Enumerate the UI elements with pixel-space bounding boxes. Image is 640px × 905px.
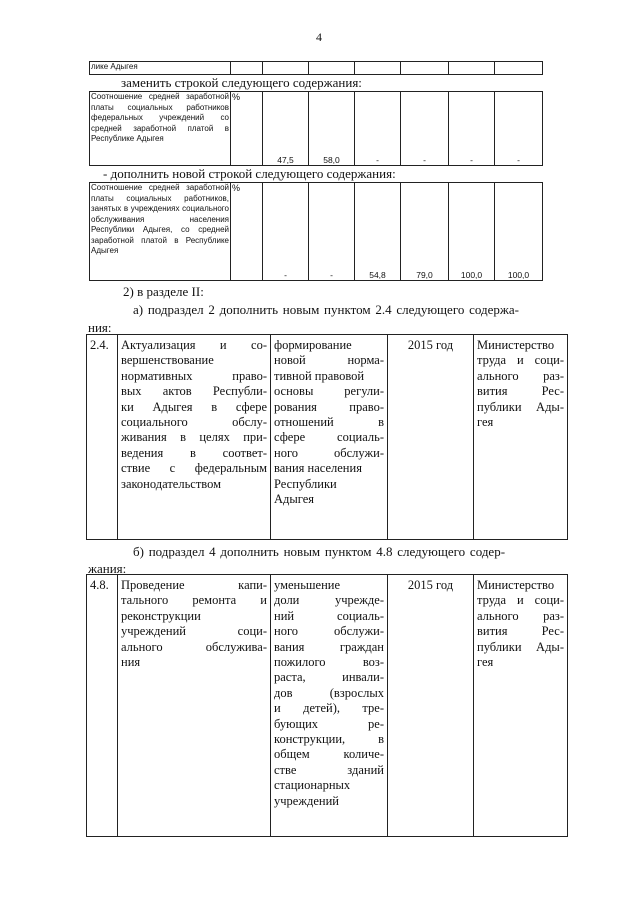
value-cell: - bbox=[401, 92, 449, 166]
indicator-label: лике Адыгея bbox=[90, 62, 231, 75]
value-cell: - bbox=[355, 92, 401, 166]
value-cell: - bbox=[449, 92, 495, 166]
item-year: 2015 год bbox=[388, 575, 474, 837]
indicator-label: Соотношение средней заработной платы социальных работников, занятых в учреждениях социального обслуживания населения Республики Адыгея, со средней заработной платой в Республике Адыгея bbox=[90, 183, 231, 281]
item-number: 2.4. bbox=[87, 335, 118, 540]
paragraph-a-continued: ния: bbox=[88, 320, 112, 335]
value-cell: - bbox=[495, 92, 543, 166]
replace-heading: заменить строкой следующего содержания: bbox=[121, 75, 362, 90]
item-2-4-table bbox=[86, 334, 568, 540]
item-year: 2015 год bbox=[388, 335, 474, 540]
value-cell: 47,5 bbox=[263, 92, 309, 166]
item-number: 4.8. bbox=[87, 575, 118, 837]
indicator-unit: % bbox=[231, 183, 263, 281]
item-responsible: Министерство труда и соци- ального раз- вития Рес- публики Ады- гея bbox=[474, 335, 568, 540]
indicator-unit: % bbox=[231, 92, 263, 166]
value-cell: - bbox=[263, 183, 309, 281]
item-result: формирование новой норма- тивной правовой основы регули- рования право- отношений в сфере социаль- ного обслужи- вания населения Республики Адыгея bbox=[271, 335, 388, 540]
page-number: 4 bbox=[316, 30, 322, 44]
replace-row-table bbox=[89, 91, 543, 166]
value-cell: 54,8 bbox=[355, 183, 401, 281]
value-cell: 58,0 bbox=[309, 92, 355, 166]
add-row-table bbox=[89, 182, 543, 281]
item-name: Проведение капи- тального ремонта и реконструкции учреждений соци- ального обслужива- ния bbox=[118, 575, 271, 837]
paragraph-b: б) подраздел 4 дополнить новым пунктом 4.8 следующего содер- bbox=[133, 544, 506, 559]
item-4-8-table bbox=[86, 574, 568, 837]
item-result: уменьшение доли учрежде- ний социаль- ного обслужи- вания граждан пожилого воз- раста, инвали- дов (взрослых и детей), тре- бующих ре- конструкции, в общем количе- стве зданий стационарных учреждений bbox=[271, 575, 388, 837]
value-cell: 100,0 bbox=[449, 183, 495, 281]
indicator-label: Соотношение средней заработной платы социальных работников федеральных учреждений со средней заработной платой в Республике Адыгея bbox=[90, 92, 231, 166]
indicators-table-top bbox=[89, 61, 543, 75]
add-heading: - дополнить новой строкой следующего содержания: bbox=[103, 166, 396, 181]
value-cell: 79,0 bbox=[401, 183, 449, 281]
paragraph-b-continued: жания: bbox=[88, 561, 127, 576]
value-cell: 100,0 bbox=[495, 183, 543, 281]
item-name: Актуализация и со- вершенствование нормативных право- вых актов Республи- ки Адыгея в сфере социального обслу- живания в целях при- ведения в соответ- ствие с федеральным законодательством bbox=[118, 335, 271, 540]
item-responsible: Министерство труда и соци- ального раз- вития Рес- публики Ады- гея bbox=[474, 575, 568, 837]
value-cell: - bbox=[309, 183, 355, 281]
paragraph-a: а) подраздел 2 дополнить новым пунктом 2.4 следующего содержа- bbox=[133, 302, 519, 317]
section-2-heading: 2) в разделе II: bbox=[123, 284, 204, 299]
